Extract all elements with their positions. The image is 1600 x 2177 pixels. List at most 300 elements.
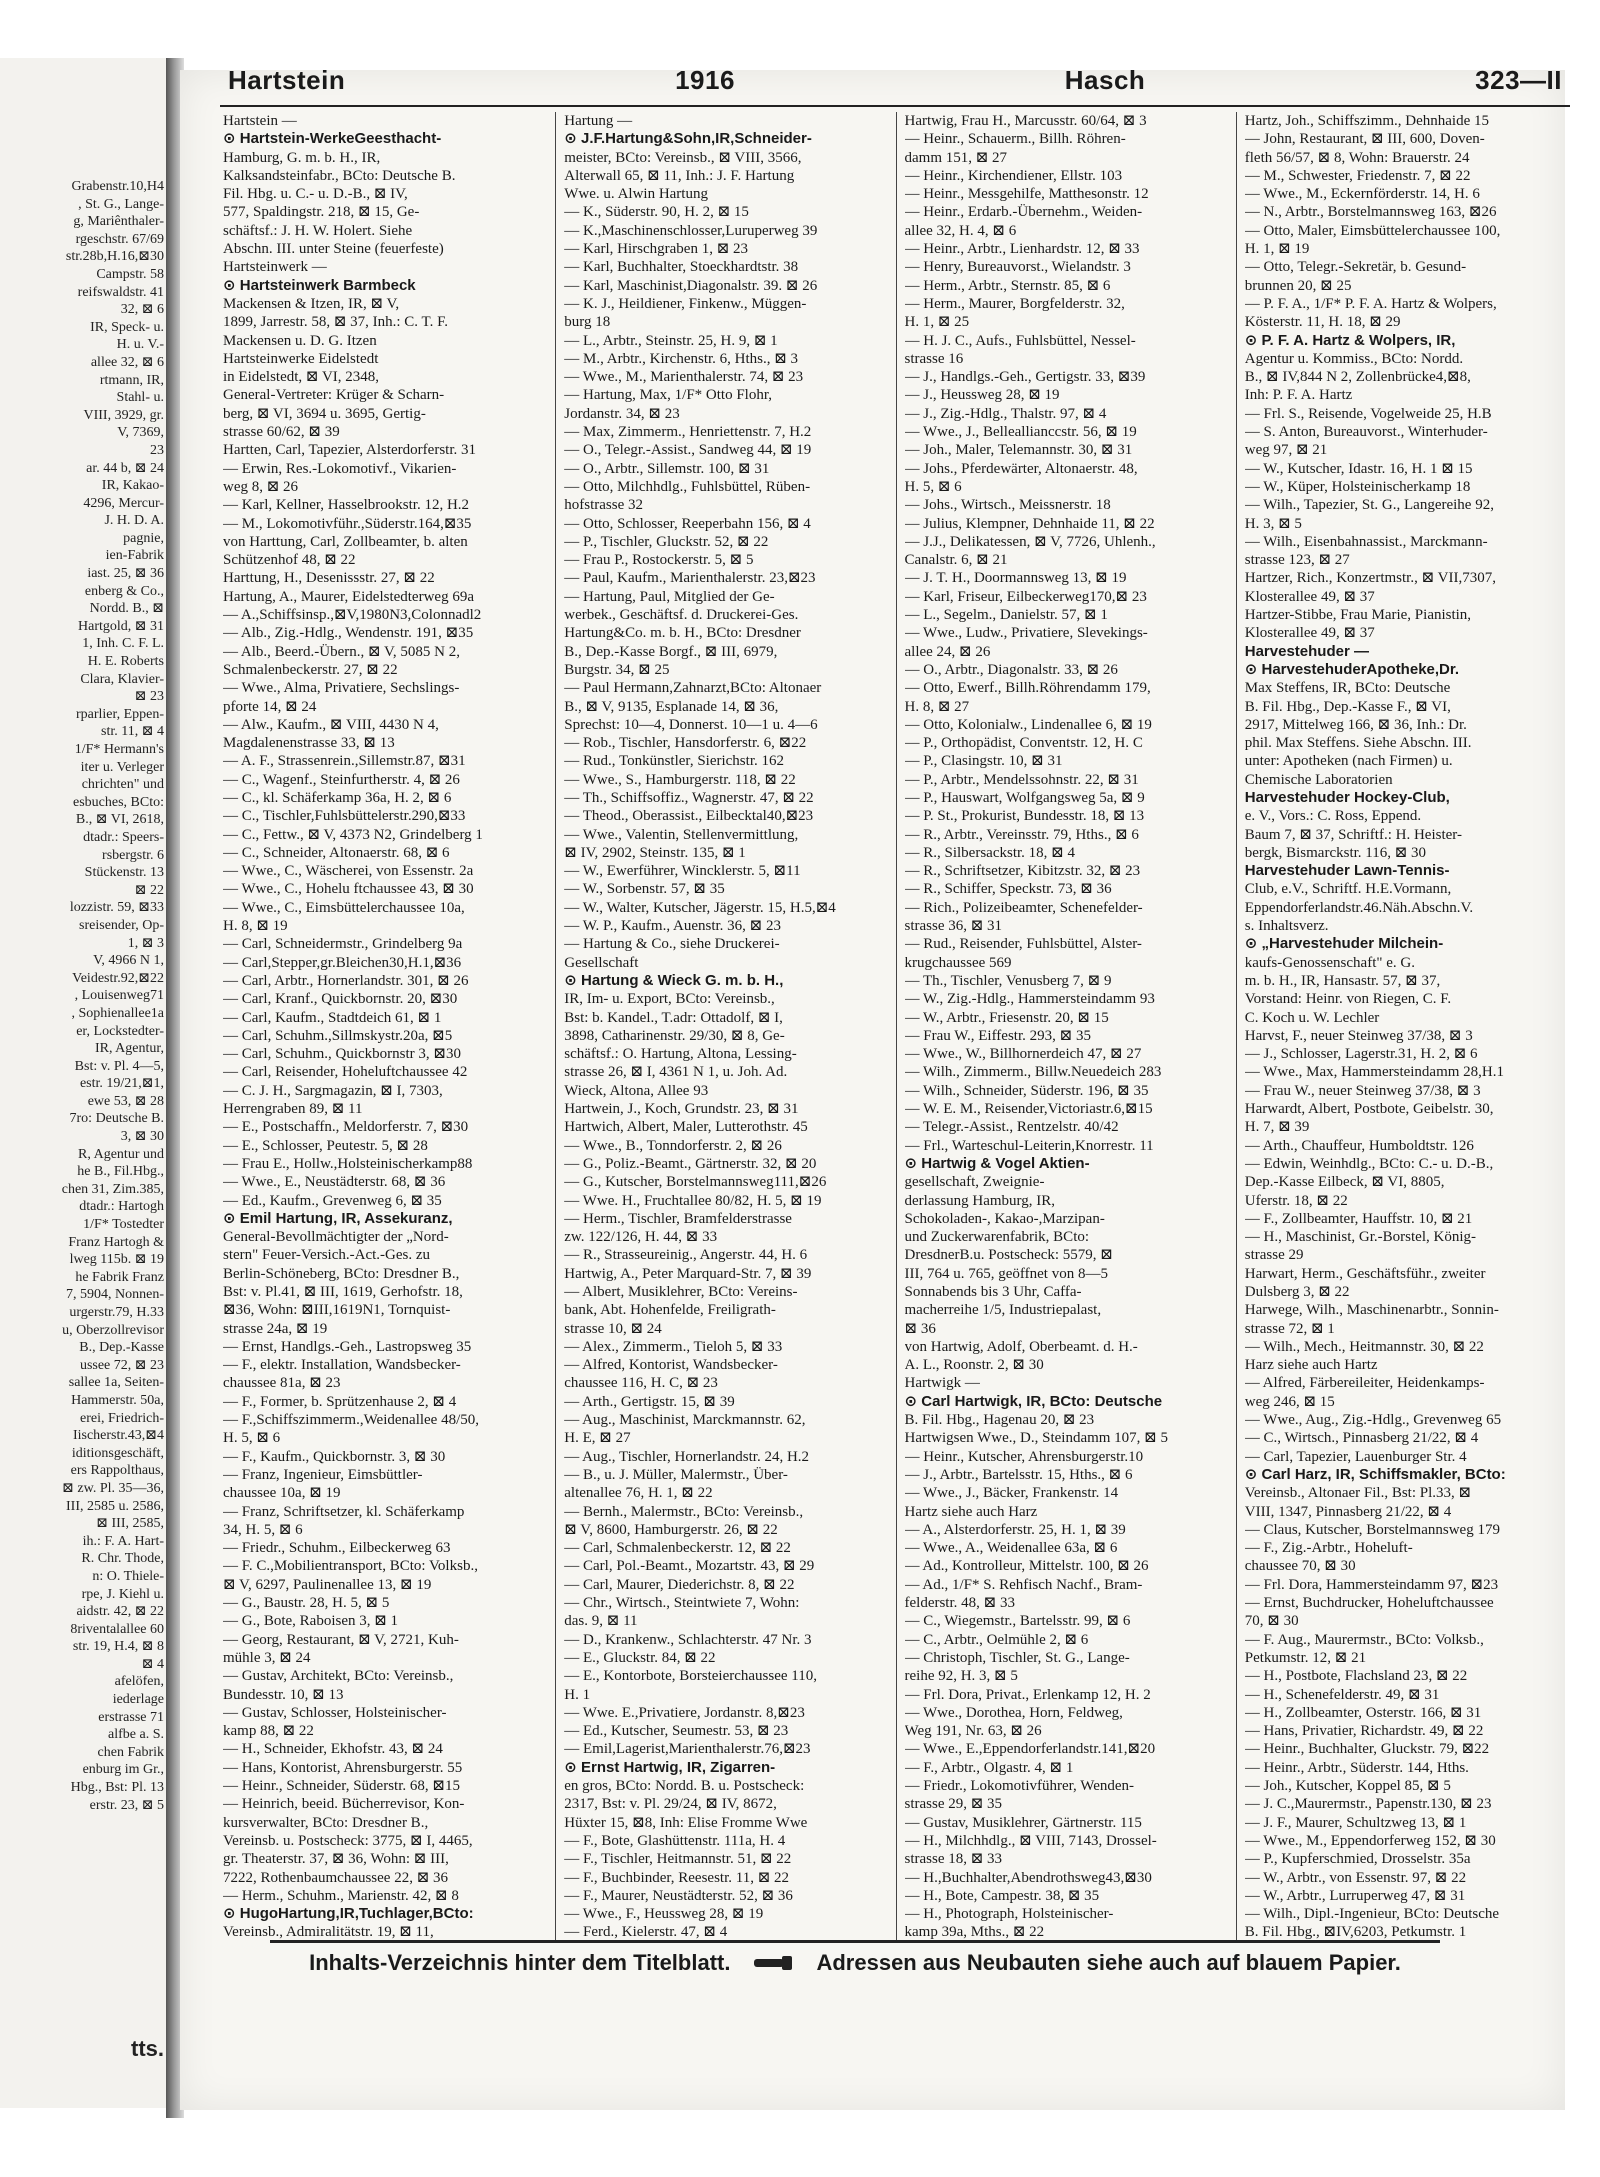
previous-page-line: rsbergstr. 6 [102,847,164,863]
running-header [220,55,1570,107]
directory-entry-line: — F.,Schiffszimmerm.,Weidenallee 48/50, [223,1412,480,1429]
previous-page-line: 23 [150,442,164,458]
directory-entry-line: — Paul, Kaufm., Marienthalerstr. 23,⊠23 [564,570,816,587]
directory-entry-line: Magdalenenstrasse 33, ⊠ 13 [223,735,395,752]
directory-entry-line: H. 5, ⊠ 6 [223,1430,281,1447]
directory-entry-line: ⊙ P. F. A. Hartz & Wolpers, IR, [1244,331,1456,349]
directory-entry-line: 7222, Rothenbaumchaussee 22, ⊠ 36 [223,1869,449,1886]
directory-entry-line: — G., Kutscher, Borstelmannsweg111,⊠26 [564,1174,827,1191]
directory-entry-line: — P. St., Prokurist, Bundesstr. 18, ⊠ 13 [904,808,1145,825]
directory-entry-line: — Wilh., Tapezier, St. G., Langereihe 92, [1244,497,1494,514]
directory-entry-line: — R., Schriftsetzer, Kibitzstr. 32, ⊠ 23 [904,863,1141,880]
previous-page-line: esbuches, BCto: [73,794,164,810]
directory-entry-line: Uferstr. 18, ⊠ 22 [1244,1192,1348,1209]
directory-entry-line: — Carl, Maurer, Diederichstr. 8, ⊠ 22 [564,1576,795,1593]
directory-entry-line: — Otto, Telegr.-Sekretär, b. Gesund- [1244,259,1467,276]
directory-entry-line: ⊙ HugoHartung,IR,Tuchlager,BCto: [223,1905,474,1923]
directory-entry-line: — Frl. S., Reisende, Vogelweide 25, H.B [1244,405,1492,422]
directory-entry-line: — C., Tischler,Fuhlsbüttelerstr.290,⊠33 [223,808,466,825]
directory-entry-line: — P., Kupferschmied, Drosselstr. 35a [1244,1851,1471,1868]
directory-entry-line: Abschn. III. unter Steine (feuerfeste) [223,241,444,258]
directory-entry-line: altenallee 76, H. 1, ⊠ 22 [564,1485,713,1502]
directory-entry-line: — Max, Zimmerm., Henriettenstr. 7, H.2 [564,424,812,441]
directory-entry-line: — W., Walter, Kutscher, Jägerstr. 15, H.5,⊠4 [564,899,836,916]
directory-entry-line: Bst: b. Kandel., T.adr: Ottadolf, ⊠ I, [564,1009,783,1026]
directory-entry-line: — Wwe., C., Wäscherei, von Essenstr. 2a [223,863,474,880]
directory-entry-line: — Wwe., M., Eckernförderstr. 14, H. 6 [1244,186,1480,203]
directory-entry-line: — Wwe. H., Fruchtallee 80/82, H. 5, ⊠ 19 [564,1192,822,1209]
directory-entry-line: — H., Maschinist, Gr.-Borstel, König- [1244,1229,1476,1246]
directory-entry-line: H. 1, ⊠ 19 [1244,241,1310,258]
directory-entry-line: A. L., Roonstr. 2, ⊠ 30 [904,1357,1044,1374]
directory-entry-line: — F., elektr. Installation, Wandsbecker- [223,1357,461,1374]
previous-page-text [0,58,170,1814]
previous-page-line: B., Dep.-Kasse [79,1340,164,1356]
previous-page-line: 7, 5904, Nonnen- [66,1287,164,1303]
directory-entry-line: H. 3, ⊠ 5 [1244,515,1302,532]
directory-entry-line: — Aug., Maschinist, Marckmannstr. 62, [564,1412,806,1429]
directory-entry-line: — Wwe., F., Heussweg 28, ⊠ 19 [564,1906,764,1923]
directory-entry-line: — C. J. H., Sargmagazin, ⊠ I, 7303, [223,1082,443,1099]
directory-entry-line: — Franz, Ingenieur, Eimsbüttler- [223,1466,423,1483]
previous-page-line: ussee 72, ⊠ 23 [79,1357,164,1373]
previous-page-line: he B., Fil.Hbg., [77,1164,164,1180]
directory-entry-line: — Theod., Oberassist., Eilbecktal40,⊠23 [564,808,814,825]
directory-entry-line: chaussee 116, H. C, ⊠ 23 [564,1375,718,1392]
directory-entry-line: — Wilh., Dipl.-Ingenieur, BCto: Deutsche [1244,1906,1500,1923]
column-2 [555,112,895,1942]
directory-entry-line: — Frau P., Rostockerstr. 5, ⊠ 5 [564,552,754,569]
directory-entry-line: — W., Sorbenstr. 57, ⊠ 35 [564,881,725,898]
directory-entry-line: ⊠ IV, 2902, Steinstr. 135, ⊠ 1 [564,844,746,861]
directory-entry-line: Mackensen u. D. G. Itzen [223,332,377,349]
directory-entry-line: — Albert, Musiklehrer, BCto: Vereins- [564,1284,798,1300]
directory-entry-line: — Herm., Arbtr., Sternstr. 85, ⊠ 6 [904,277,1111,294]
directory-entry-line: — L., Segelm., Danielstr. 57, ⊠ 1 [904,607,1108,624]
directory-entry-line: — Julius, Klempner, Dehnhaide 11, ⊠ 22 [904,515,1155,532]
directory-entry-line: Schmalenbeckerstr. 27, ⊠ 22 [223,661,398,678]
directory-entry-line: — J. F., Maurer, Schultzweg 13, ⊠ 1 [1244,1814,1467,1831]
directory-entry-line: Harvestehuder Lawn-Tennis- [1244,862,1450,880]
previous-page-line: Hammerstr. 50a, [71,1392,164,1408]
previous-page-line: str. 19, H.4, ⊠ 8 [72,1639,164,1655]
directory-entry-line: — Frau E., Hollw.,Holsteinischerkamp88 [223,1155,473,1172]
directory-entry-line: — Wilh., Eisenbahnassist., Marckmann- [1244,533,1488,550]
directory-entry-line: — Erwin, Res.-Lokomotivf., Vikarien- [223,460,457,477]
directory-entry-line: Club, e.V., Schriftf. H.E.Vormann, [1244,881,1452,898]
directory-entry-line: — Rud., Tonkünstler, Sierichstr. 162 [564,753,784,770]
directory-entry-line: — E., Postschaffn., Meldorferstr. 7, ⊠30 [223,1119,469,1136]
directory-entry-line: — F. Aug., Maurermstr., BCto: Volksb., [1244,1631,1484,1648]
previous-page-line: ien-Fabrik [105,548,164,564]
previous-page-line: lweg 115b. ⊠ 19 [69,1252,164,1268]
directory-entry-line: — Johs., Pferdewärter, Altonaerstr. 48, [904,460,1138,477]
previous-page-line: 32, ⊠ 6 [120,302,164,318]
directory-entry-line: — Bernh., Malermstr., BCto: Vereinsb., [564,1503,804,1520]
directory-entry-line: — Ferd., Kielerstr. 47, ⊠ 4 [564,1924,728,1941]
directory-entry-line: chaussee 81a, ⊠ 23 [223,1375,341,1392]
directory-entry-line: — Heinr., Schneider, Süderstr. 68, ⊠15 [223,1778,460,1795]
directory-entry-line: — Wilh., Schneider, Süderstr. 196, ⊠ 35 [904,1082,1149,1099]
directory-entry-line: Bundesstr. 10, ⊠ 13 [223,1686,344,1703]
previous-page-line: n: O. Thiele- [92,1568,164,1584]
directory-entry-line: — J., Zig.-Hdlg., Thalstr. 97, ⊠ 4 [904,405,1107,422]
previous-page-line: chen 31, Zim.385, [61,1181,164,1197]
directory-entry-line: — F., Zollbeamter, Hauffstr. 10, ⊠ 21 [1244,1210,1473,1227]
directory-entry-line: 577, Spaldingstr. 218, ⊠ 15, Ge- [223,204,420,221]
previous-page-line: chen Fabrik [97,1744,164,1760]
directory-entry-line: — Wwe., A., Weidenallee 63a, ⊠ 6 [904,1540,1118,1557]
directory-entry-line: — Wwe., J., Belleallianccstr. 56, ⊠ 19 [904,424,1137,441]
directory-entry-line: — Gustav, Architekt, BCto: Vereinsb., [223,1668,454,1685]
directory-entry-line: — W., Arbtr., von Essenstr. 97, ⊠ 22 [1244,1869,1467,1886]
directory-entry-line: das. 9, ⊠ 11 [564,1613,638,1630]
previous-page-line: Stahl- u. [116,390,164,406]
directory-entry-line: — Herm., Maurer, Borgfelderstr. 32, [904,295,1125,312]
directory-entry-line: — Karl, Hirschgraben 1, ⊠ 23 [564,241,749,258]
directory-entry-line: — F., Zig.-Arbtr., Hoheluft- [1244,1540,1413,1557]
previous-page-line: dtadr.: Hartogh [79,1199,164,1215]
directory-entry-line: ⊠36, Wohn: ⊠III,1619N1, Tornquist- [223,1302,451,1319]
column-3 [896,112,1236,1942]
directory-entry-line: pforte 14, ⊠ 24 [223,698,317,715]
directory-entry-line: allee 24, ⊠ 26 [904,643,991,660]
pointing-hand-icon [754,1953,792,1973]
directory-entry-line: — Paul Hermann,Zahnarzt,BCto: Altonaer [564,680,822,697]
directory-entry-line: — H.,Buchhalter,Abendrothsweg43,⊠30 [904,1869,1152,1886]
directory-entry-line: — Hartung & Co., siehe Druckerei- [564,936,780,953]
directory-entry-line: — R., Silbersackstr. 18, ⊠ 4 [904,844,1075,861]
directory-entry-line: ⊙ J.F.Hartung&Sohn,IR,Schneider- [564,130,812,148]
header-page-number: 323—II [1475,64,1562,95]
directory-entry-line: — Rob., Tischler, Hansdorferstr. 6, ⊠22 [564,735,807,752]
directory-entry-line: Bst: v. Pl.41, ⊠ III, 1619, Gerhofstr. 18, [223,1284,463,1300]
directory-entry-line: — E., Kontorbote, Borsteierchaussee 110, [564,1668,817,1685]
directory-entry-line: Hartten, Carl, Tapezier, Alsterdorferstr. 31 [223,442,476,459]
directory-entry-line: — Alfred, Kontorist, Wandsbecker- [564,1357,778,1374]
previous-page-line: 4296, Mercur- [83,495,164,511]
directory-entry-line: Hamburg, G. m. b. H., IR, [223,149,381,166]
directory-entry-line: Hartsteinwerke Eidelstedt [223,350,379,367]
directory-entry-line: — Carl, Schneidermstr., Grindelberg 9a [223,936,463,953]
previous-page-line: 1/F* Tostedter [83,1217,164,1233]
directory-entry-line: Kösterstr. 11, H. 18, ⊠ 29 [1244,314,1401,331]
previous-page-line: ar. 44 b, ⊠ 24 [86,460,164,476]
directory-entry-line: IR, Im- u. Export, BCto: Vereinsb., [564,991,775,1008]
directory-entry-line: Hartz siehe auch Harz [904,1503,1038,1520]
directory-entry-line: — Karl, Buchhalter, Stoeckhardtstr. 38 [564,259,799,276]
directory-entry-line: H. 7, ⊠ 39 [1244,1119,1310,1136]
previous-page-line: Iischerstr.43,⊠4 [72,1428,164,1444]
directory-entry-line: — J. T. H., Doormannsweg 13, ⊠ 19 [904,570,1127,587]
directory-entry-line: — O., Telegr.-Assist., Sandweg 44, ⊠ 19 [564,442,812,459]
directory-entry-line: Dep.-Kasse Eilbeck, ⊠ VI, 8805, [1244,1174,1445,1191]
directory-entry-line: — W., Ewerführer, Wincklerstr. 5, ⊠11 [564,863,801,880]
directory-entry-line: — J.J., Delikatessen, ⊠ V, 7726, Uhlenh., [904,533,1156,550]
directory-entry-line: — Wwe. E.,Privatiere, Jordanstr. 8,⊠23 [564,1704,805,1721]
previous-page-line: aidstr. 42, ⊠ 22 [76,1604,164,1620]
directory-entry-line: — Frau W., neuer Steinweg 37/38, ⊠ 3 [1244,1082,1481,1099]
directory-entry-line: weg 97, ⊠ 21 [1244,442,1328,459]
directory-entry-line: — Ed., Kaufm., Grevenweg 6, ⊠ 35 [223,1192,442,1209]
directory-entry-line: Hartzer-Stibbe, Frau Marie, Pianistin, [1244,607,1472,624]
directory-entry-line: Hartz, Joh., Schiffszimm., Dehnhaide 15 [1244,113,1490,129]
directory-entry-line: — Heinr., Kirchendiener, Ellstr. 103 [904,167,1123,184]
directory-entry-line: en gros, BCto: Nordd. B. u. Postscheck: [564,1778,805,1795]
previous-page-line: , Louisenweg71 [74,988,164,1004]
directory-entry-line: burg 18 [564,314,611,331]
header-last-name: Hasch [1064,64,1146,95]
directory-entry-line: 34, H. 5, ⊠ 6 [223,1521,303,1538]
directory-entry-line: General-Bevollmächtigter der „Nord- [223,1229,449,1246]
directory-entry-line: — Carl, Arbtr., Hornerlandstr. 301, ⊠ 26 [223,972,469,989]
directory-entry-line: gesellschaft, Zweignie- [904,1174,1045,1191]
directory-entry-line: — H., Zollbeamter, Osterstr. 166, ⊠ 31 [1244,1704,1482,1721]
directory-entry-line: strasse 29 [1244,1247,1304,1264]
directory-entry-line: Schokoladen-, Kakao-,Marzipan- [904,1210,1105,1227]
directory-entry-line: brunnen 20, ⊠ 25 [1244,277,1352,294]
directory-entry-line: Vorstand: Heinr. von Riegen, C. F. [1244,991,1452,1008]
directory-entry-line: — Ernst, Buchdrucker, Hoheluftchaussee [1244,1595,1494,1612]
directory-entry-line: — M., Arbtr., Kirchenstr. 6, Hths., ⊠ 3 [564,350,799,367]
previous-page-line: enburg im Gr., [82,1762,164,1778]
directory-entry-line: — Henry, Bureauvorst., Wielandstr. 3 [904,259,1131,276]
directory-entry-line: — J., Heussweg 28, ⊠ 19 [904,387,1060,404]
directory-entry-line: — Wwe., C., Eimsbüttelerchaussee 10a, [223,899,465,916]
directory-entry-line: — Karl, Kellner, Hasselbrookstr. 12, H.2 [223,497,470,514]
directory-entry-line: kursverwalter, BCto: Dresdner B., [223,1814,429,1831]
header-first-name: Hartstein [228,64,346,95]
column-4 [1236,112,1576,1942]
directory-entry-line: Harvestehuder Hockey-Club, [1244,788,1450,806]
directory-entry-line: — W. P., Kaufm., Auenstr. 36, ⊠ 23 [564,918,781,935]
directory-entry-line: — Heinr., Erdarb.-Übernehm., Weiden- [904,204,1143,221]
directory-entry-line: Hartung — [564,113,633,129]
directory-entry-line: — Heinr., Kutscher, Ahrensburgerstr.10 [904,1448,1144,1465]
directory-entry-line: strasse 72, ⊠ 1 [1244,1320,1335,1337]
directory-entry-line: B., Dep.-Kasse Borgf., ⊠ III, 6979, [564,643,778,660]
directory-entry-line: Canalstr. 6, ⊠ 21 [904,552,1008,569]
previous-page-line: erstrasse 71 [98,1709,164,1725]
previous-page-line: III, 2585 u. 2586, [66,1498,164,1514]
directory-entry-line: Klosterallee 49, ⊠ 37 [1244,588,1375,605]
directory-entry-line: Eppendorferlandstr.46.Näh.Abschn.V. [1244,899,1474,916]
directory-entry-line: strasse 26, ⊠ I, 4361 N 1, u. Joh. Ad. [564,1064,788,1081]
directory-entry-line: — Edwin, Weinhdlg., BCto: C.- u. D.-B., [1244,1155,1494,1172]
directory-entry-line: — N., Arbtr., Borstelmannsweg 163, ⊠26 [1244,204,1497,221]
directory-entry-line: Sprechst: 10—4, Donnerst. 10—1 u. 4—6 [564,716,818,733]
directory-entry-line: — O., Arbtr., Diagonalstr. 33, ⊠ 26 [904,661,1118,678]
directory-entry-line: Berlin-Schöneberg, BCto: Dresdner B., [223,1265,460,1282]
directory-entry-line: — P. F. A., 1/F* P. F. A. Hartz & Wolpers, [1244,295,1497,312]
directory-entry-line: — P., Arbtr., Mendelssohnstr. 22, ⊠ 31 [904,771,1139,788]
directory-entry-line: — H., Schneider, Ekhofstr. 43, ⊠ 24 [223,1741,443,1758]
directory-entry-line: strasse 16 [904,350,964,367]
directory-entry-line: felderstr. 48, ⊠ 33 [904,1595,1015,1612]
directory-entry-line: Mackensen & Itzen, IR, ⊠ V, [223,295,400,312]
directory-entry-line: Hartwich, Albert, Maler, Lutterothstr. 45 [564,1119,808,1136]
directory-entry-line: Chemische Laboratorien [1244,771,1393,788]
directory-entry-line: — Th., Tischler, Venusberg 7, ⊠ 9 [904,972,1112,989]
directory-entry-line: reihe 92, H. 3, ⊠ 5 [904,1668,1018,1685]
directory-entry-line: — Rud., Reisender, Fuhlsbüttel, Alster- [904,936,1142,953]
directory-entry-line: — H., Photograph, Holsteinischer- [904,1906,1114,1923]
directory-entry-line: — Karl, Maschinist,Diagonalstr. 39. ⊠ 26 [564,277,818,294]
previous-page-line: urgerstr.79, H.33 [69,1305,164,1320]
directory-entry-line: Wwe. u. Alwin Hartung [564,186,708,203]
directory-entry-line: Sonnabends bis 3 Uhr, Caffa- [904,1284,1082,1300]
directory-entry-line: Harvst, F., neuer Steinweg 37/38, ⊠ 3 [1244,1027,1473,1044]
directory-entry-line: — Hartung, Max, 1/F* Otto Flohr, [564,387,772,404]
directory-entry-line: — Emil,Lagerist,Marienthalerstr.76,⊠23 [564,1741,811,1758]
directory-entry-line: allee 32, H. 4, ⊠ 6 [904,222,1017,239]
directory-entry-line: — Carl, Schuhm.,Sillmskystr.20a, ⊠5 [223,1027,453,1044]
directory-entry-line: mühle 3, ⊠ 24 [223,1649,311,1666]
directory-entry-line: — Wwe., Max, Hammersteindamm 28,H.1 [1244,1064,1505,1081]
directory-entry-line: — G., Baustr. 28, H. 5, ⊠ 5 [223,1595,390,1612]
directory-entry-line: — W. E. M., Reisender,Victoriastr.6,⊠15 [904,1101,1153,1118]
previous-page-footer-fragment: tts. [131,2036,164,2062]
previous-page-line: H. E. Roberts [87,654,164,670]
previous-page-line: rparlier, Eppen- [75,706,164,722]
directory-entry-line: DresdnerB.u. Postscheck: 5579, ⊠ [904,1247,1113,1264]
directory-entry-line: strasse 10, ⊠ 24 [564,1320,662,1337]
directory-entry-line: — A. F., Strassenrein.,Sillemstr.87, ⊠31 [223,753,466,770]
directory-entry-line: Vereinsb., Admiralitätstr. 19, ⊠ 11, [223,1924,434,1941]
previous-page-line: iter u. Verleger [80,759,164,775]
directory-entry-line: — Carl, Schuhm., Quickbornstr 3, ⊠30 [223,1046,461,1063]
directory-entry-line: — K.,Maschinenschlosser,Luruperweg 39 [564,222,818,239]
directory-entry-line: strasse 36, ⊠ 31 [904,918,1003,935]
previous-page-line: rgeschstr. 67/69 [75,231,164,247]
directory-entry-line: kamp 39a, Mths., ⊠ 22 [904,1924,1045,1941]
directory-entry-line: — C., Wiegemstr., Bartelsstr. 99, ⊠ 6 [904,1613,1131,1630]
directory-entry-line: Hartzer, Rich., Konzertmstr., ⊠ VII,7307, [1244,570,1496,587]
previous-page-line: allee 32, ⊠ 6 [90,354,164,370]
previous-page-line: str.28b,H.16,⊠30 [65,249,164,265]
directory-entry-line: — R., Schiffer, Speckstr. 73, ⊠ 36 [904,881,1112,898]
previous-page-line: ⊠ III, 2585, [96,1516,164,1532]
directory-entry-line: — C., Arbtr., Oelmühle 2, ⊠ 6 [904,1631,1089,1648]
directory-entry-line: — G., Poliz.-Beamt., Gärtnerstr. 32, ⊠ 20 [564,1155,817,1172]
previous-page-line: H. u. V.- [116,337,164,353]
previous-page-line: 8riventalallee 60 [70,1621,164,1637]
directory-entry-line: — Carl, Schmalenbeckerstr. 12, ⊠ 22 [564,1540,791,1557]
directory-entry-line: ⊙ HarvestehuderApotheke,Dr. [1244,660,1460,678]
directory-entry-line: von Hartwig, Adolf, Oberbeamt. d. H.- [904,1338,1138,1355]
previous-page-line: Campstr. 58 [96,266,164,282]
directory-entry-line: B., ⊠ V, 9135, Esplanade 14, ⊠ 36, [564,698,779,715]
directory-entry-line: Herrengraben 89, ⊠ 11 [223,1101,363,1118]
directory-entry-line: ⊙ Emil Hartung, IR, Assekuranz, [223,1209,453,1227]
directory-entry-line: Inh: P. F. A. Hartz [1244,387,1353,404]
directory-entry-line: Fil. Hbg. u. C.- u. D.-B., ⊠ IV, [223,186,408,203]
directory-entry-line: Burgstr. 34, ⊠ 25 [564,661,670,678]
directory-entry-line: ⊠ V, 6297, Paulinenallee 13, ⊠ 19 [223,1576,432,1593]
directory-entry-line: — H. J. C., Aufs., Fuhlsbüttel, Nessel- [904,332,1136,349]
directory-entry-line: — Carl, Kranf., Quickbornstr. 20, ⊠30 [223,991,458,1008]
directory-entry-line: — Christoph, Tischler, St. G., Lange- [904,1649,1130,1666]
directory-entry-line: — Rich., Polizeibeamter, Schenefelder- [904,899,1143,916]
directory-entry-line: — Alb., Beerd.-Übern., ⊠ V, 5085 N 2, [223,643,460,660]
directory-entry-line: — F., Former, b. Sprützenhause 2, ⊠ 4 [223,1393,457,1410]
directory-entry-line: — Heinr., Buchhalter, Gluckstr. 79, ⊠22 [1244,1741,1490,1758]
previous-page-line: ⊠ zw. Pl. 35—36, [62,1480,164,1496]
previous-page-line: ers Rappolthaus, [70,1463,164,1479]
directory-entry-line: — Wwe., E., Neustädterstr. 68, ⊠ 36 [223,1174,446,1191]
directory-entry-line: B., ⊠ IV,844 N 2, Zollenbrücke4,⊠8, [1244,369,1471,386]
directory-entry-line: — F., Arbtr., Olgastr. 4, ⊠ 1 [904,1759,1074,1776]
directory-entry-line: — O., Arbtr., Sillemstr. 100, ⊠ 31 [564,460,770,477]
directory-entry-line: — Hans, Privatier, Richardstr. 49, ⊠ 22 [1244,1723,1484,1740]
directory-entry-line: Hartsteinwerk — [223,259,327,276]
directory-entry-line: — M., Schwester, Friedenstr. 7, ⊠ 22 [1244,167,1471,184]
directory-entry-line: fleth 56/57, ⊠ 8, Wohn: Brauerstr. 24 [1244,149,1470,166]
directory-entry-line: Harwardt, Albert, Postbote, Geibelstr. 30, [1244,1101,1494,1118]
directory-entry-line: — Karl, Friseur, Eilbeckerweg170,⊠ 23 [904,588,1147,605]
directory-entry-line: B. Fil. Hbg., Hagenau 20, ⊠ 23 [904,1412,1095,1429]
previous-page-line: erstr. 23, ⊠ 5 [89,1797,164,1813]
previous-page-line: 1, ⊠ 3 [127,935,164,951]
directory-entry-line: — M., Lokomotivführ.,Süderstr.164,⊠35 [223,515,472,532]
previous-page-line: rpe, J. Kiehl u. [81,1586,164,1602]
directory-entry-line: — Gustav, Schlosser, Holsteinischer- [223,1704,447,1721]
previous-page-line: Hartgold, ⊠ 31 [78,618,164,634]
directory-entry-line: 1899, Jarrestr. 58, ⊠ 37, Inh.: C. T. F. [223,314,448,331]
directory-entry-line: strasse 24a, ⊠ 19 [223,1320,328,1337]
previous-page-line: chrichten" und [81,777,164,793]
directory-entry-line: ⊙ Ernst Hartwig, IR, Zigarren- [564,1758,776,1776]
directory-entry-line: — Alfred, Färbereileiter, Heidenkamps- [1244,1375,1485,1392]
previous-page-line: ⊠ 22 [134,882,164,898]
footer-new-buildings-note: Adressen aus Neubauten siehe auch auf blauem Papier. [816,1950,1401,1975]
directory-entry-line: — Heinr., Schauerm., Billh. Röhren- [904,131,1126,148]
directory-entry-line: — Otto, Maler, Eimsbüttelerchaussee 100, [1244,222,1501,239]
directory-entry-line: — J., Schlosser, Lagerstr.31, H. 2, ⊠ 6 [1244,1046,1478,1063]
directory-entry-line: s. Inhaltsverz. [1244,918,1329,935]
directory-entry-line: — Otto, Milchhdlg., Fuhlsbüttel, Rüben- [564,478,811,495]
directory-entry-line: ⊙ „Harvestehuder Milchein- [1244,935,1444,953]
directory-entry-line: — H., Milchhdlg., ⊠ VIII, 7143, Drossel- [904,1832,1157,1849]
directory-entry-line: von Harttung, Carl, Zollbeamter, b. alten [223,533,468,550]
directory-entry-line: — E., Schlosser, Peutestr. 5, ⊠ 28 [223,1137,428,1154]
directory-entry-line: Hartwig, A., Peter Marquard-Str. 7, ⊠ 39 [564,1265,812,1282]
directory-entry-line: — R., Arbtr., Vereinsstr. 79, Hths., ⊠ 6 [904,826,1139,843]
directory-entry-line: — Otto, Kolonialw., Lindenallee 6, ⊠ 19 [904,716,1152,733]
directory-entry-line: — H., Schenefelderstr. 49, ⊠ 31 [1244,1686,1440,1703]
directory-entry-line: — Frl. Dora, Hammersteindamm 97, ⊠23 [1244,1576,1499,1593]
directory-entry-line: — C., Fettw., ⊠ V, 4373 N2, Grindelberg 1 [223,826,483,843]
previous-page-line: Bst: v. Pl. 4—5, [74,1058,164,1074]
directory-entry-line: — Johs., Wirtsch., Meissnerstr. 18 [904,497,1111,514]
directory-entry-line: — Joh., Maler, Telemannstr. 30, ⊠ 31 [904,442,1133,459]
directory-entry-line: — Georg, Restaurant, ⊠ V, 2721, Kuh- [223,1631,459,1648]
directory-entry-line: ⊙ Hartwig & Vogel Aktien- [904,1154,1090,1172]
directory-entry-line: B. Fil. Hbg., Dep.-Kasse F., ⊠ VI, [1244,698,1451,715]
directory-entry-line: — Hartung, Paul, Mitglied der Ge- [564,588,775,605]
directory-entry-line: — Wilh., Zimmerm., Billw.Neuedeich 283 [904,1064,1162,1081]
directory-entry-line: C. Koch u. W. Lechler [1244,1009,1380,1026]
directory-entry-line: — A., Alsterdorferstr. 25, H. 1, ⊠ 39 [904,1521,1126,1538]
previous-page-line: g, Mariênthaler- [73,214,164,230]
header-year: 1916 [675,64,735,95]
previous-page-line: ⊠ 23 [134,689,164,705]
directory-entry-line: H. E, ⊠ 27 [564,1430,631,1447]
directory-entry-line: — A.,Schiffsinsp.,⊠V,1980N3,Colonnadl2 [223,607,482,624]
directory-entry-line: Baum 7, ⊠ 37, Schriftf.: H. Heister- [1244,826,1462,843]
directory-entry-line: — Wwe., Aug., Zig.-Hdlg., Grevenweg 65 [1244,1412,1502,1429]
directory-entry-line: gr. Theaterstr. 37, ⊠ 36, Wohn: ⊠ III, [223,1851,449,1868]
